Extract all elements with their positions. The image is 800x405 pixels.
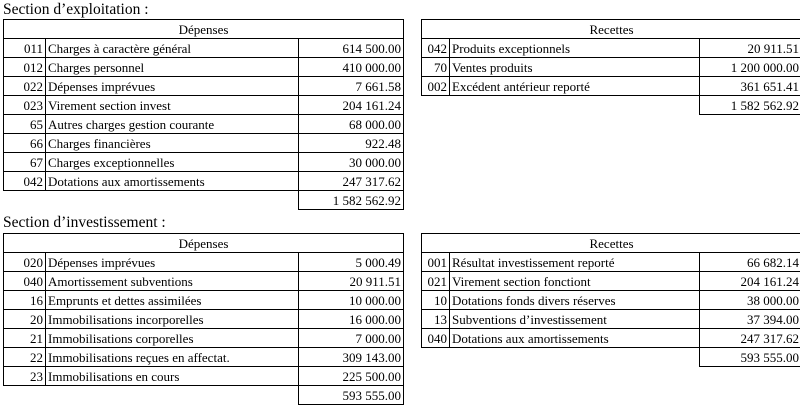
account-code: 021 [422,272,450,291]
investissement-depenses-header: Dépenses [4,234,404,253]
account-code: 020 [4,253,46,272]
account-amount: 410 000.00 [299,58,404,77]
table-row [4,134,404,153]
account-amount: 16 000.00 [299,310,404,329]
account-amount: 204 161.24 [700,272,800,291]
account-amount: 20 911.51 [700,39,800,58]
account-label: Charges personnel [46,58,299,77]
table-row [4,310,404,329]
exploitation-depenses-header-row [4,20,404,39]
table-row [422,58,800,77]
exploitation-recettes-table [421,19,800,115]
investissement-depenses-total-row [4,386,404,405]
table-row [422,253,800,272]
account-amount: 5 000.49 [299,253,404,272]
investissement-recettes-total: 593 555.00 [700,348,800,367]
account-amount: 247 317.62 [700,329,800,348]
table-row [4,153,404,172]
table-row [4,253,404,272]
account-code: 012 [4,58,46,77]
table-row [4,58,404,77]
account-label: Charges financières [46,134,299,153]
investissement-recettes-header: Recettes [422,234,800,253]
account-amount: 68 000.00 [299,115,404,134]
investissement-recettes-total-row [422,348,800,367]
exploitation-recettes-header-row [422,20,800,39]
table-row [4,96,404,115]
table-row [422,272,800,291]
account-code: 001 [422,253,450,272]
exploitation-recettes-header: Recettes [422,20,800,39]
account-amount: 225 500.00 [299,367,404,386]
table-row [4,367,404,386]
account-code: 67 [4,153,46,172]
investissement-depenses-table [3,233,404,405]
account-label: Charges exceptionnelles [46,153,299,172]
account-code: 042 [422,39,450,58]
account-code: 022 [4,77,46,96]
exploitation-depenses-header: Dépenses [4,20,404,39]
account-amount: 38 000.00 [700,291,800,310]
table-row [4,172,404,191]
account-code: 042 [4,172,46,191]
account-code: 16 [4,291,46,310]
account-label: Ventes produits [450,58,700,77]
account-amount: 1 200 000.00 [700,58,800,77]
account-code: 22 [4,348,46,367]
account-code: 13 [422,310,450,329]
account-code: 70 [422,58,450,77]
account-amount: 922.48 [299,134,404,153]
account-label: Immobilisations en cours [46,367,299,386]
account-label: Charges à caractère général [46,39,299,58]
account-code: 21 [4,329,46,348]
account-label: Excédent antérieur reporté [450,77,700,96]
table-row [422,310,800,329]
account-label: Produits exceptionnels [450,39,700,58]
account-amount: 361 651.41 [700,77,800,96]
account-code: 040 [4,272,46,291]
account-amount: 247 317.62 [299,172,404,191]
table-row [4,77,404,96]
account-amount: 204 161.24 [299,96,404,115]
account-label: Amortissement subventions [46,272,299,291]
account-label: Virement section fonctiont [450,272,700,291]
account-code: 040 [422,329,450,348]
account-code: 10 [422,291,450,310]
account-amount: 20 911.51 [299,272,404,291]
investissement-depenses-total: 593 555.00 [299,386,404,405]
exploitation-recettes-total: 1 582 562.92 [700,96,800,115]
account-amount: 10 000.00 [299,291,404,310]
investissement-recettes-header-row [422,234,800,253]
table-row [422,291,800,310]
table-row [4,348,404,367]
table-row [422,77,800,96]
account-amount: 30 000.00 [299,153,404,172]
table-row [4,272,404,291]
account-amount: 66 682.14 [700,253,800,272]
account-label: Dotations fonds divers réserves [450,291,700,310]
investissement-depenses-header-row [4,234,404,253]
account-label: Emprunts et dettes assimilées [46,291,299,310]
account-code: 23 [4,367,46,386]
account-code: 20 [4,310,46,329]
account-label: Subventions d’investissement [450,310,700,329]
account-label: Dotations aux amortissements [450,329,700,348]
table-row [4,291,404,310]
exploitation-depenses-total: 1 582 562.92 [299,191,404,210]
account-code: 023 [4,96,46,115]
account-label: Résultat investissement reporté [450,253,700,272]
account-label: Virement section invest [46,96,299,115]
exploitation-depenses-total-row [4,191,404,210]
account-label: Dotations aux amortissements [46,172,299,191]
account-label: Dépenses imprévues [46,253,299,272]
account-code: 65 [4,115,46,134]
account-amount: 614 500.00 [299,39,404,58]
section-title-exploitation: Section d’exploitation : [3,2,149,18]
account-label: Immobilisations reçues en affectat. [46,348,299,367]
section-title-investissement: Section d’investissement : [3,215,166,231]
account-label: Dépenses imprévues [46,77,299,96]
exploitation-depenses-table [3,19,404,210]
table-row [4,115,404,134]
account-amount: 7 661.58 [299,77,404,96]
account-label: Immobilisations incorporelles [46,310,299,329]
account-code: 011 [4,39,46,58]
account-amount: 309 143.00 [299,348,404,367]
table-row [4,329,404,348]
table-row [422,39,800,58]
exploitation-recettes-total-row [422,96,800,115]
account-amount: 37 394.00 [700,310,800,329]
table-row [4,39,404,58]
account-label: Immobilisations corporelles [46,329,299,348]
table-row [422,329,800,348]
account-code: 66 [4,134,46,153]
investissement-recettes-table [421,233,800,367]
account-label: Autres charges gestion courante [46,115,299,134]
account-amount: 7 000.00 [299,329,404,348]
account-code: 002 [422,77,450,96]
